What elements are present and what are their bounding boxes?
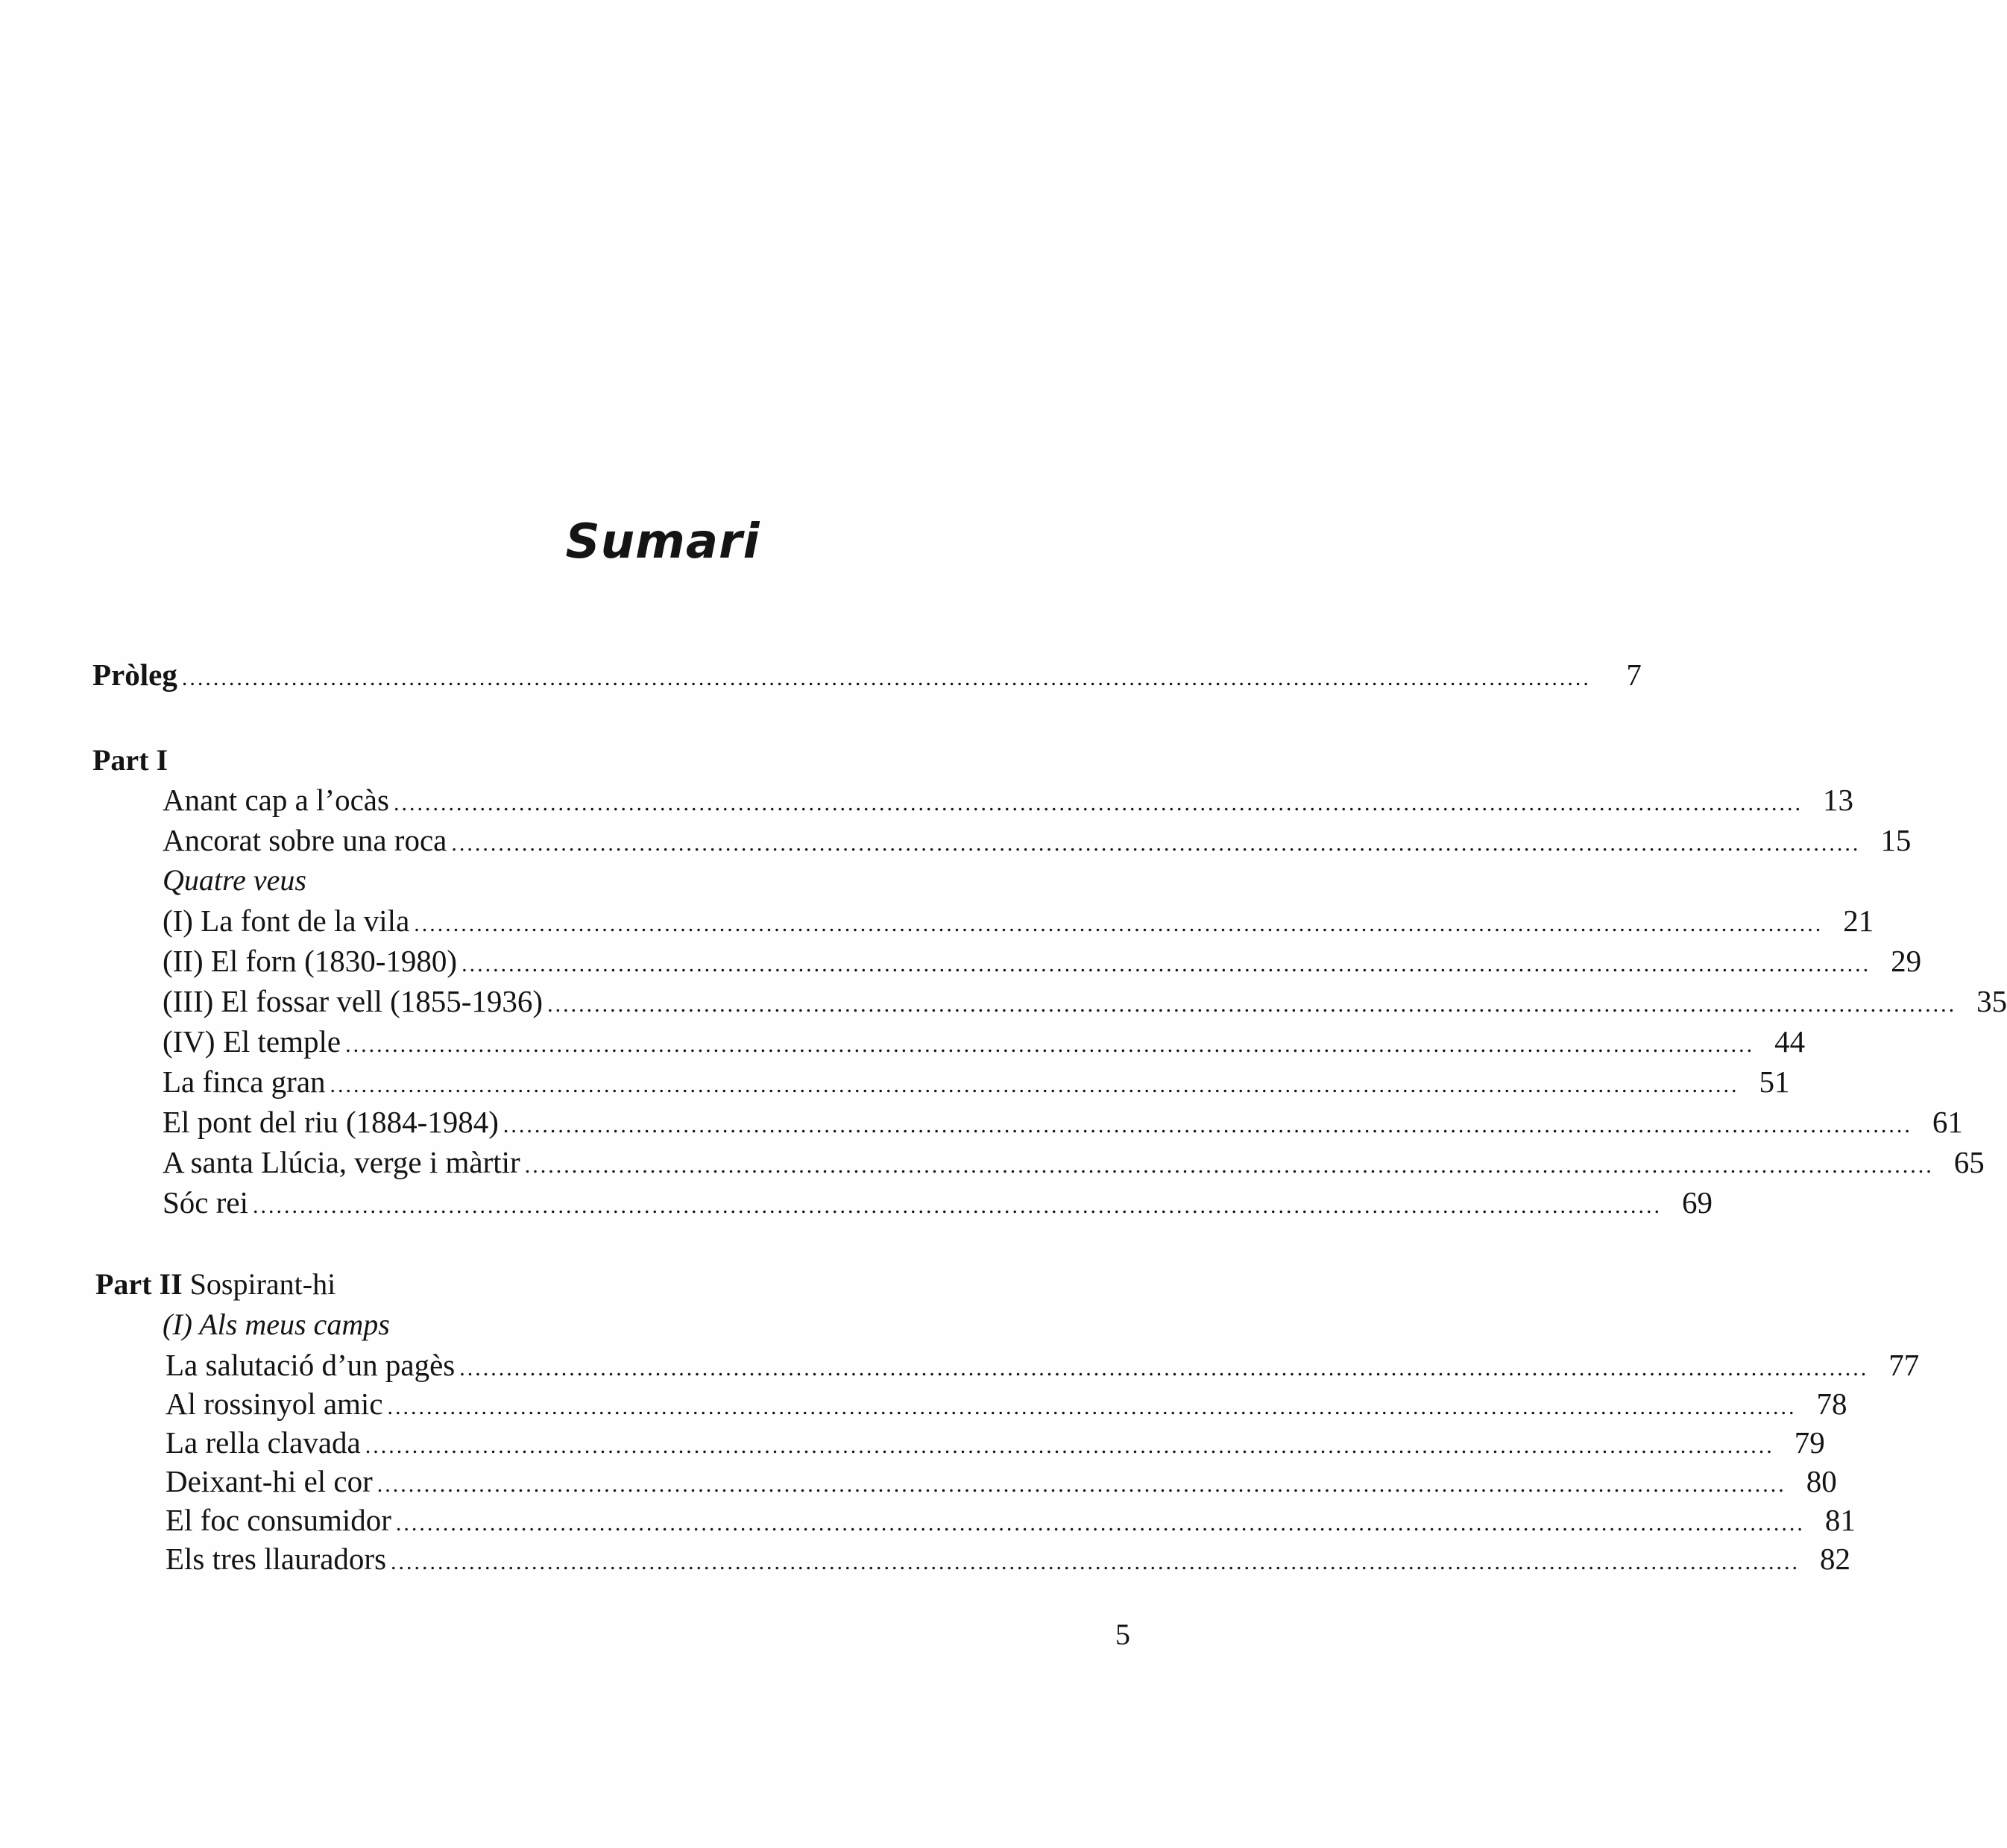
toc-entry xyxy=(163,942,1922,983)
toc-entry-page: 21 xyxy=(1843,903,1874,938)
toc-entry-prolog xyxy=(92,656,1642,697)
toc-entry-page: 65 xyxy=(1953,1145,1985,1179)
dot-leader: .................................................................................................................................................................................... xyxy=(253,1193,1662,1218)
toc-entry-label: A santa Llúcia, verge i màrtir xyxy=(163,1145,520,1179)
dot-leader: .................................................................................................................................................................................... xyxy=(459,1356,1869,1381)
dot-leader: .................................................................................................................................................................................... xyxy=(414,912,1824,936)
toc-entry-page: 29 xyxy=(1891,944,1922,978)
toc-entry-page: 77 xyxy=(1888,1348,1920,1382)
toc-entry-label: Sóc rei xyxy=(163,1185,248,1220)
toc-entry xyxy=(163,1144,1985,1185)
dot-leader: .................................................................................................................................................................................... xyxy=(376,1472,1786,1497)
dot-leader: .................................................................................................................................................................................... xyxy=(393,791,1803,816)
toc-entry-page: 51 xyxy=(1759,1065,1790,1099)
toc-entry-label: (III) El fossar vell (1855-1936) xyxy=(163,984,544,1018)
dot-leader: .................................................................................................................................................................................... xyxy=(181,666,1591,690)
toc-entry xyxy=(166,1424,1825,1465)
page-title: Sumari xyxy=(565,514,760,570)
toc-entry-page: 7 xyxy=(1626,657,1642,692)
toc-entry-page: 13 xyxy=(1822,783,1853,817)
toc-entry-label: Al rossinyol amic xyxy=(166,1387,383,1421)
toc-entry-page: 15 xyxy=(1880,823,1912,857)
toc-entry-page: 61 xyxy=(1932,1105,1963,1139)
toc-entry-page: 78 xyxy=(1816,1387,1847,1421)
dot-leader: .................................................................................................................................................................................... xyxy=(502,1113,1912,1138)
part-heading-number: Part II xyxy=(95,1267,183,1301)
dot-leader: .................................................................................................................................................................................... xyxy=(461,952,1871,977)
toc-entry-label: La salutació d’un pagès xyxy=(166,1348,456,1382)
toc-entry xyxy=(163,983,2007,1024)
toc-entry xyxy=(163,1023,1806,1064)
section-heading: Quatre veus xyxy=(163,863,306,897)
toc-entry-page: 35 xyxy=(1976,984,2007,1018)
toc-entry-page: 44 xyxy=(1774,1024,1806,1059)
toc-entry-label: La finca gran xyxy=(163,1065,326,1099)
toc-entry-label: Anant cap a l’ocàs xyxy=(163,783,389,817)
toc-entry xyxy=(163,1063,1790,1104)
toc-entry-page: 82 xyxy=(1820,1542,1851,1576)
section-heading: (I) Als meus camps xyxy=(163,1308,390,1341)
dot-leader: .................................................................................................................................................................................... xyxy=(547,992,1957,1017)
toc-entry-label: (II) El forn (1830-1980) xyxy=(163,944,458,978)
toc-entry-label: El pont del riu (1884-1984) xyxy=(163,1105,499,1139)
toc-entry xyxy=(166,1463,1837,1504)
dot-leader: .................................................................................................................................................................................... xyxy=(365,1434,1774,1458)
toc-entry xyxy=(166,1385,1847,1426)
toc-entry xyxy=(166,1540,1851,1581)
dot-leader: .................................................................................................................................................................................... xyxy=(330,1073,1739,1097)
dot-leader: .................................................................................................................................................................................... xyxy=(395,1511,1805,1536)
toc-entry xyxy=(163,821,1912,862)
toc-entry xyxy=(163,1103,1963,1144)
dot-leader: .................................................................................................................................................................................... xyxy=(391,1550,1800,1574)
toc-entry-page: 81 xyxy=(1824,1503,1856,1537)
part-heading: Part I xyxy=(92,743,168,777)
toc-entry xyxy=(163,1184,1713,1225)
toc-entry-label: Deixant-hi el cor xyxy=(166,1464,373,1498)
toc-entry-page: 69 xyxy=(1682,1185,1713,1220)
toc-entry-label: Ancorat sobre una roca xyxy=(163,823,447,857)
dot-leader: .................................................................................................................................................................................... xyxy=(451,831,1861,856)
toc-entry-label: El foc consumidor xyxy=(166,1503,391,1537)
toc-entry-label: Pròleg xyxy=(92,657,177,692)
part-heading xyxy=(95,1266,335,1303)
toc-entry xyxy=(166,1501,1856,1542)
toc-entry-page: 79 xyxy=(1794,1425,1825,1460)
toc-entry-label: Els tres llauradors xyxy=(166,1542,387,1576)
dot-leader: .................................................................................................................................................................................... xyxy=(387,1395,1797,1419)
toc-entry-label: (IV) El temple xyxy=(163,1024,341,1059)
dot-leader: .................................................................................................................................................................................... xyxy=(524,1153,1934,1178)
toc-entry-label: (I) La font de la vila xyxy=(163,903,410,938)
part-heading-subtitle: Sospirant-hi xyxy=(189,1267,336,1301)
toc-entry xyxy=(166,1346,1920,1387)
toc-entry-label: La rella clavada xyxy=(166,1425,361,1460)
page-number: 5 xyxy=(1115,1618,1130,1651)
toc-entry xyxy=(163,781,1853,822)
toc-entry-page: 80 xyxy=(1806,1464,1837,1498)
dot-leader: .................................................................................................................................................................................... xyxy=(345,1032,1755,1057)
toc-entry xyxy=(163,902,1874,943)
